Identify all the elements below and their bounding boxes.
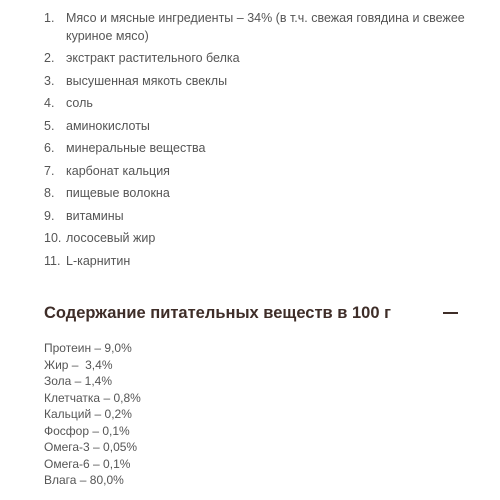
ingredient-text: экстракт растительного белка	[66, 51, 240, 65]
ingredient-number: 7.	[44, 163, 55, 178]
ingredient-item	[0, 50, 500, 68]
ingredient-number: 6.	[44, 141, 55, 155]
ingredient-item	[0, 163, 500, 181]
nutrient-item: Омега-3 – 0,05%	[44, 440, 138, 454]
nutrient-item: Жир – 3,4%	[44, 357, 113, 372]
ingredient-item	[0, 140, 500, 158]
ingredient-text: соль	[66, 96, 93, 110]
ingredient-text: минеральные вещества	[66, 141, 206, 155]
ingredient-number: 10.	[44, 231, 62, 245]
nutrient-item: Зола – 1,4%	[44, 374, 113, 388]
ingredient-item	[0, 73, 500, 91]
nutrient-item: Кальций – 0,2%	[44, 407, 132, 421]
nutrient-item: Протеин – 9,0%	[44, 341, 132, 355]
ingredient-text: пищевые волокна	[66, 186, 170, 200]
ingredient-number: 4.	[44, 96, 55, 110]
ingredient-text: лососевый жир	[66, 231, 156, 245]
ingredient-number: 1.	[44, 11, 55, 25]
ingredient-text: высушенная мякоть свеклы	[66, 73, 228, 88]
nutrients-list	[44, 340, 141, 489]
ingredient-text: карбонат кальция	[66, 163, 170, 178]
ingredients-list	[0, 10, 500, 275]
ingredient-item	[0, 185, 500, 203]
minus-icon[interactable]	[440, 301, 460, 325]
section-title: Содержание питательных веществ в 100 г	[44, 304, 391, 322]
nutrient-item: Омега-6 – 0,1%	[44, 456, 131, 471]
ingredient-text: L-карнитин	[66, 253, 131, 268]
ingredient-number: 2.	[44, 51, 55, 65]
ingredient-item	[0, 230, 500, 248]
ingredient-item	[0, 95, 500, 113]
ingredient-number: 5.	[44, 118, 55, 133]
nutrient-item: Клетчатка – 0,8%	[44, 390, 141, 405]
ingredient-number: 3.	[44, 73, 55, 88]
nutrient-item: Фосфор – 0,1%	[44, 423, 130, 438]
ingredient-number: 9.	[44, 208, 55, 223]
ingredient-item	[0, 10, 500, 45]
nutrition-section-header[interactable]	[44, 301, 460, 325]
ingredient-item	[0, 253, 500, 271]
nutrient-item: Влага – 80,0%	[44, 473, 124, 487]
ingredient-text: аминокислоты	[66, 118, 150, 133]
ingredient-item	[0, 118, 500, 136]
ingredient-text: витамины	[66, 208, 124, 223]
ingredient-text: Мясо и мясные ингредиенты – 34% (в т.ч. свежая говядина и свежее куриное мясо)	[66, 11, 465, 43]
ingredient-item	[0, 208, 500, 226]
minus-icon-bar	[443, 312, 458, 314]
ingredient-number: 11.	[44, 253, 61, 268]
ingredient-number: 8.	[44, 186, 55, 200]
